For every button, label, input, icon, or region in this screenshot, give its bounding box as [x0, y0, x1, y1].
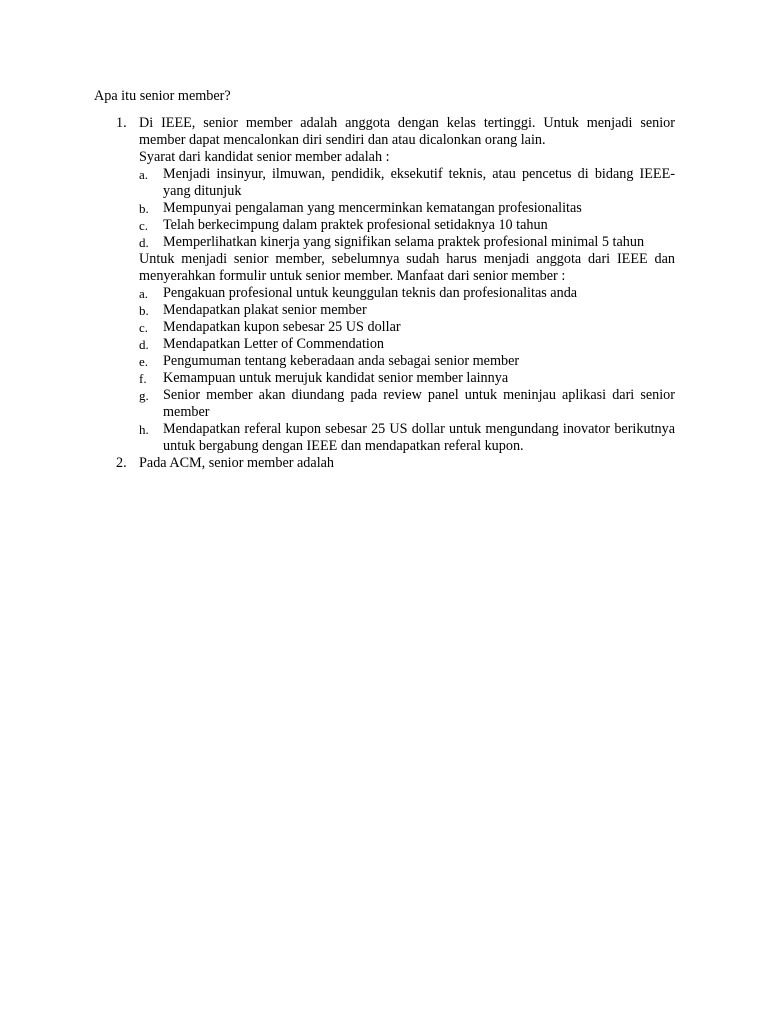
list-number: 1.: [116, 115, 127, 131]
list-item-text: Memperlihatkan kinerja yang signifikan selama praktek profesional minimal 5 tahun: [163, 234, 645, 250]
list-number: 2.: [116, 455, 127, 471]
list-item-text: Pengakuan profesional untuk keunggulan teknis dan profesionalitas anda: [163, 285, 578, 301]
list-item-text: Pengumuman tentang keberadaan anda sebagai senior member: [163, 353, 520, 369]
ieee-intro-paragraph: Di IEEE, senior member adalah anggota dengan kelas tertinggi. Untuk menjadi senior member dapat mencalonkan diri sendiri dan atau dicalonkan orang lain.: [139, 115, 675, 148]
list-letter: c.: [139, 320, 149, 335]
numbered-list: [94, 115, 675, 472]
list-letter: d.: [139, 337, 149, 352]
requirements-intro: Syarat dari kandidat senior member adalah :: [139, 149, 390, 165]
list-item-text: Mendapatkan Letter of Commendation: [163, 336, 385, 352]
list-item-text: Mendapatkan referal kupon sebesar 25 US dollar untuk mengundang inovator berikutnya untuk bergabung dengan IEEE dan mendapatkan referal kupon.: [163, 421, 675, 454]
list-item-text: Mempunyai pengalaman yang mencerminkan kematangan profesionalitas: [163, 200, 582, 216]
list-item-text: Telah berkecimpung dalam praktek profesional setidaknya 10 tahun: [163, 217, 548, 233]
benefits-intro-paragraph: Untuk menjadi senior member, sebelumnya sudah harus menjadi anggota dari IEEE dan menyerahkan formulir untuk senior member. Manfaat dari senior member :: [139, 251, 675, 284]
list-letter: g.: [139, 388, 149, 403]
acm-intro-text: Pada ACM, senior member adalah: [139, 455, 335, 471]
list-item: [139, 370, 675, 387]
list-item: [139, 285, 675, 302]
list-item-acm: [94, 455, 675, 472]
list-item: [139, 217, 675, 234]
list-item: [139, 200, 675, 217]
list-item-ieee: [94, 115, 675, 455]
list-item: [139, 336, 675, 353]
list-letter: c.: [139, 218, 149, 233]
list-item: [139, 234, 675, 251]
document-heading: Apa itu senior member?: [94, 88, 231, 104]
list-item: [139, 353, 675, 370]
benefits-list: [139, 285, 675, 455]
list-item-text: Mendapatkan kupon sebesar 25 US dollar: [163, 319, 401, 335]
list-letter: h.: [139, 422, 149, 437]
list-letter: a.: [139, 286, 149, 301]
requirements-list: [139, 166, 675, 251]
list-item-text: Kemampuan untuk merujuk kandidat senior member lainnya: [163, 370, 509, 386]
list-item-text: Mendapatkan plakat senior member: [163, 302, 367, 318]
list-item: [139, 166, 675, 200]
list-letter: b.: [139, 303, 149, 318]
list-letter: a.: [139, 167, 149, 182]
list-letter: e.: [139, 354, 149, 369]
list-item: [139, 302, 675, 319]
list-item: [139, 319, 675, 336]
list-letter: f.: [139, 371, 147, 386]
list-item-text: Senior member akan diundang pada review panel untuk meninjau aplikasi dari senior member: [163, 387, 675, 420]
list-item-text: Menjadi insinyur, ilmuwan, pendidik, eksekutif teknis, atau pencetus di bidang IEEE-yang ditunjuk: [163, 166, 675, 199]
list-item: [139, 421, 675, 455]
list-letter: b.: [139, 201, 149, 216]
list-letter: d.: [139, 235, 149, 250]
list-item: [139, 387, 675, 421]
